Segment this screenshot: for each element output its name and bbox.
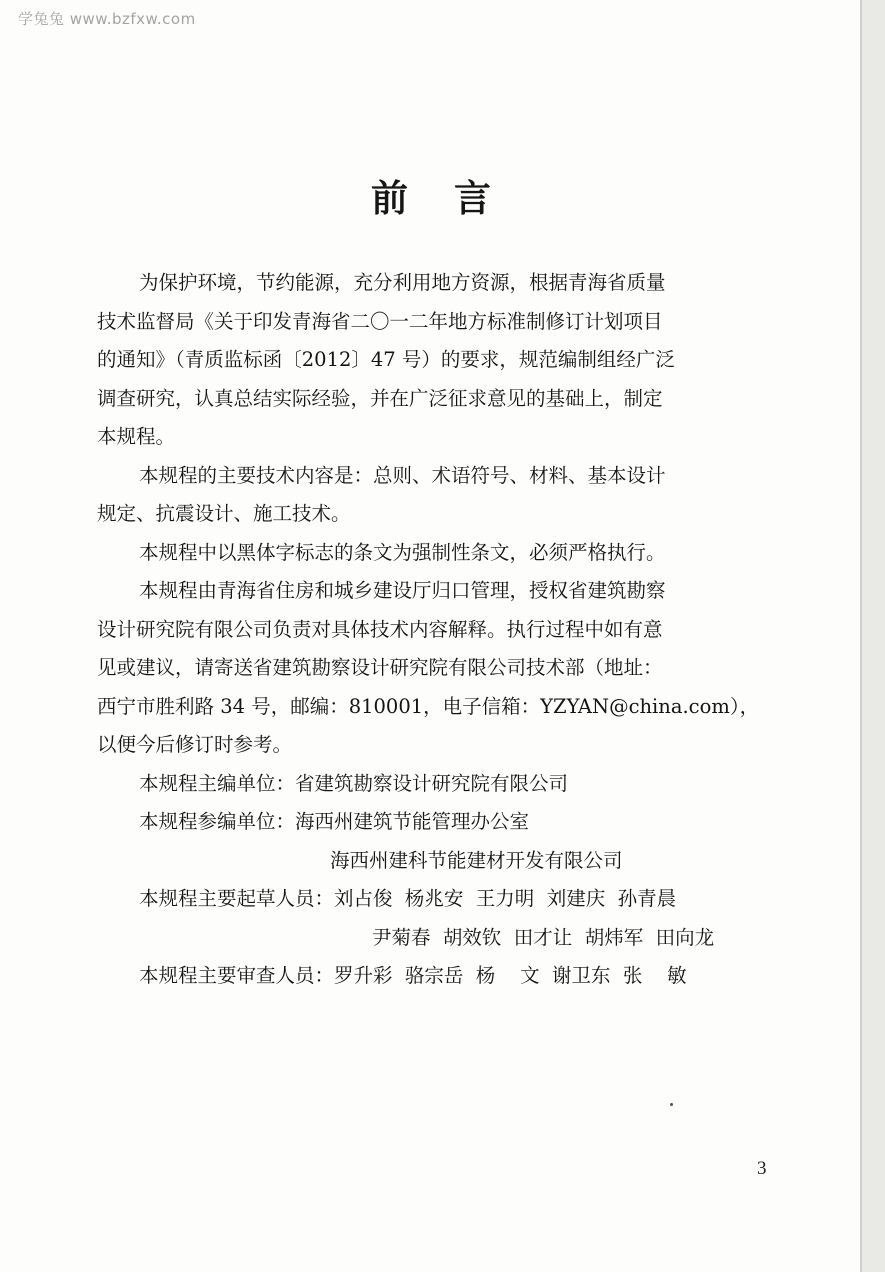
text-line: 本规程由青海省住房和城乡建设厅归口管理，授权省建筑勘察 <box>139 579 666 602</box>
page-title: 前言 <box>371 177 537 220</box>
paragraph-contents <box>97 457 769 534</box>
co-editor-unit: 本规程参编单位：海西州建筑节能管理办公室 <box>139 810 530 833</box>
main-drafters-second: 尹菊春 胡效钦 田才让 胡炜军 田向龙 <box>372 925 715 949</box>
text-line: 见或建议，请寄送省建筑勘察设计研究院有限公司技术部（地址： <box>97 656 663 679</box>
text-line: 技术监督局《关于印发青海省二〇一二年地方标准制修订计划项目 <box>97 309 663 333</box>
text-line: 的通知》（青质监标函〔2012〕47 号）的要求，规范编制组经广泛 <box>97 348 675 371</box>
watermark: 学兔兔 www.bzfxw.com <box>18 10 196 28</box>
preface-body <box>97 264 769 996</box>
page-number: 3 <box>757 1158 767 1179</box>
credits <box>97 765 769 996</box>
main-drafters: 本规程主要起草人员：刘占俊 杨兆安 王力明 刘建庆 孙青晨 <box>139 887 677 910</box>
chief-editor-unit: 本规程主编单位：省建筑勘察设计研究院有限公司 <box>139 771 569 795</box>
text-line: 规定、抗震设计、施工技术。 <box>97 502 351 525</box>
paragraph-purpose <box>97 264 769 457</box>
text-line: 本规程。 <box>97 425 176 448</box>
co-editor-unit-second: 海西州建科节能建材开发有限公司 <box>330 848 623 872</box>
text-line: 设计研究院有限公司负责对具体技术内容解释。执行过程中如有意 <box>97 617 663 641</box>
main-reviewers: 本规程主要审查人员：罗升彩 骆宗岳 杨 文 谢卫东 张 敏 <box>139 964 687 987</box>
text-line: 为保护环境，节约能源，充分利用地方资源，根据青海省质量 <box>139 271 666 294</box>
stray-mark <box>670 1103 673 1106</box>
text-line: 调查研究，认真总结实际经验，并在广泛征求意见的基础上，制定 <box>97 386 663 410</box>
paragraph-management <box>97 572 769 765</box>
text-line: 西宁市胜利路 34 号，邮编：810001，电子信箱：YZYAN@china.com）， <box>97 694 760 718</box>
text-line: 本规程中以黑体字标志的条文为强制性条文，必须严格执行。 <box>139 540 666 564</box>
paragraph-mandatory <box>97 534 769 573</box>
text-line: 以便今后修订时参考。 <box>97 733 293 756</box>
text-line: 本规程的主要技术内容是：总则、术语符号、材料、基本设计 <box>139 463 666 487</box>
